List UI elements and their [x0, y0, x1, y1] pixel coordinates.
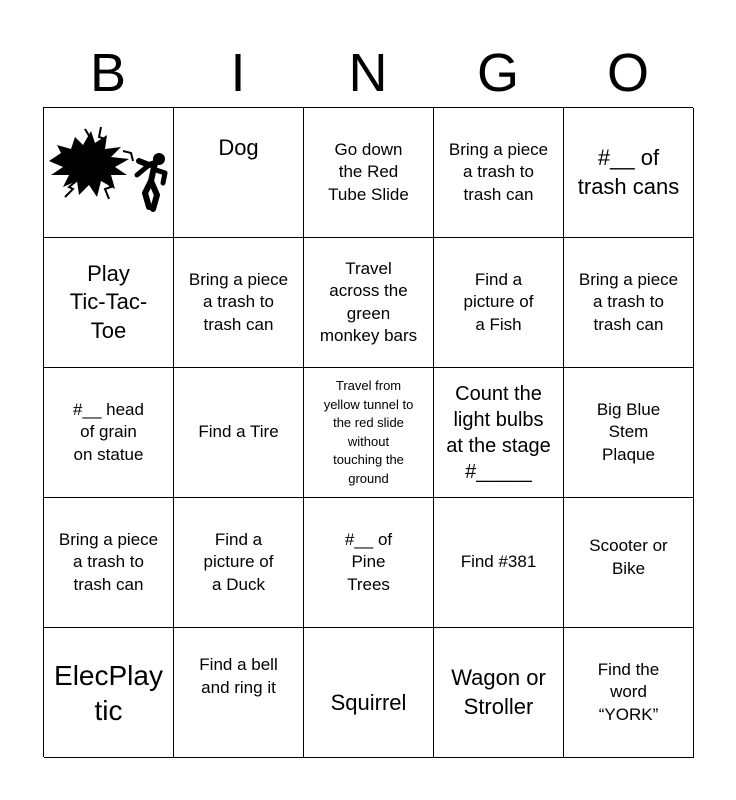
- electric-shock-figure-icon: [45, 109, 173, 237]
- bingo-cell[interactable]: Play Tic-Tac- Toe: [44, 238, 174, 368]
- header-letter-i: I: [230, 43, 246, 103]
- bingo-cell[interactable]: Squirrel: [304, 628, 434, 758]
- header-letter-g: G: [476, 43, 519, 103]
- bingo-cell[interactable]: Scooter or Bike: [564, 498, 694, 628]
- bingo-cell[interactable]: Bring a piece a trash to trash can: [174, 238, 304, 368]
- header-letter-b: B: [89, 43, 127, 103]
- bingo-cell[interactable]: Bring a piece a trash to trash can: [564, 238, 694, 368]
- bingo-header: [43, 42, 693, 104]
- bingo-cell[interactable]: Dog: [174, 108, 304, 238]
- bingo-cell[interactable]: Travel from yellow tunnel to the red slide without touching the ground: [304, 368, 434, 498]
- bingo-cell[interactable]: #__ of trash cans: [564, 108, 694, 238]
- bingo-cell[interactable]: Find a bell and ring it: [174, 628, 304, 758]
- bingo-cell[interactable]: Find a Tire: [174, 368, 304, 498]
- bingo-cell[interactable]: Bring a piece a trash to trash can: [434, 108, 564, 238]
- bingo-cell[interactable]: #__ of Pine Trees: [304, 498, 434, 628]
- bingo-cell[interactable]: Find the word “YORK”: [564, 628, 694, 758]
- bingo-card: [43, 107, 693, 757]
- bingo-cell[interactable]: Find a picture of a Fish: [434, 238, 564, 368]
- bingo-cell[interactable]: Wagon or Stroller: [434, 628, 564, 758]
- header-letter-o: O: [606, 43, 649, 103]
- header-letter-n: N: [348, 43, 388, 103]
- bingo-cell[interactable]: Count the light bulbs at the stage #_____: [434, 368, 564, 498]
- bingo-cell[interactable]: ElecPlay tic: [44, 628, 174, 758]
- bingo-cell[interactable]: Big Blue Stem Plaque: [564, 368, 694, 498]
- bingo-cell[interactable]: Find a picture of a Duck: [174, 498, 304, 628]
- bingo-cell[interactable]: #__ head of grain on statue: [44, 368, 174, 498]
- bingo-cell[interactable]: Go down the Red Tube Slide: [304, 108, 434, 238]
- bingo-cell[interactable]: Find #381: [434, 498, 564, 628]
- bingo-cell[interactable]: Travel across the green monkey bars: [304, 238, 434, 368]
- bingo-cell[interactable]: Bring a piece a trash to trash can: [44, 498, 174, 628]
- bingo-cell[interactable]: [44, 108, 174, 238]
